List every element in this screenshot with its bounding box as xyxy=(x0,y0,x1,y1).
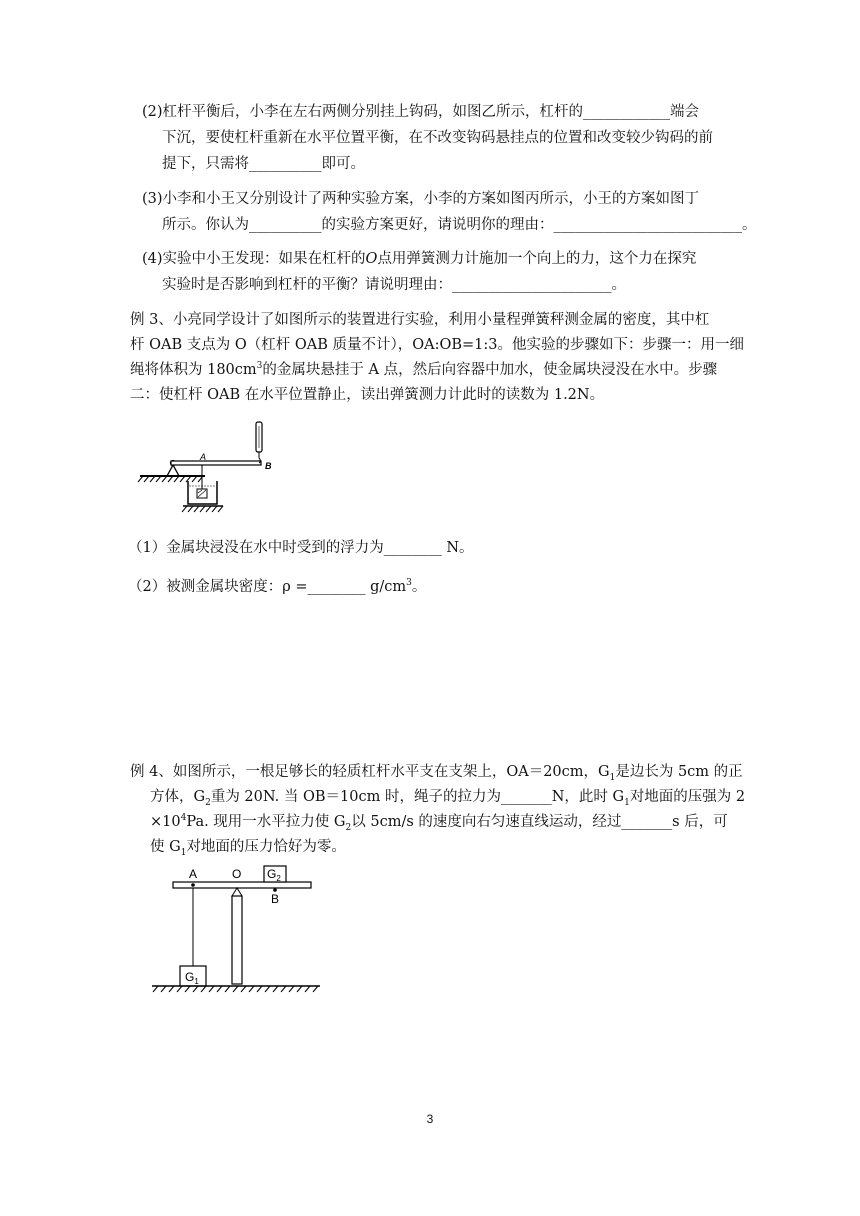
label-g1: $G_1$ xyxy=(185,970,199,986)
ex4-line2: 方体，$G_2$重为 20N. 当 OB＝10cm 时，绳子的拉力为_______N，此时 $G_1$对地面的压强为 2 xyxy=(150,789,746,808)
ex3-lever-figure xyxy=(135,418,285,518)
ex3-sub2: （2）被测金属块密度：ρ =________ $g/cm^3$。 xyxy=(128,578,427,595)
label-a: A xyxy=(200,452,207,462)
page-number: 3 xyxy=(426,1112,434,1126)
label-o: O xyxy=(232,867,242,881)
ex3-line3: 绳将体积为 $180cm^3$的金属块悬挂于 A 点，然后向容器中加水，使金属块浸没在水中。步骤 xyxy=(130,361,718,378)
ex3-line1: 例 3、小亮同学设计了如图所示的装置进行实验，利用小量程弹簧秤测金属的密度，其中杠 xyxy=(130,312,710,328)
ex4-line3: $\times 10^4Pa$. 现用一水平拉力使 $G_2$以 5cm/s 的速度向右匀速直线运动，经过_______s 后，可 xyxy=(150,813,728,833)
q2-line3: 提下，只需将__________即可。 xyxy=(162,156,365,172)
label-b: B xyxy=(265,461,272,471)
ex4-line4: 使 $G_1$对地面的压力恰好为零。 xyxy=(150,839,346,858)
q3-line2: 所示。你认为__________的实验方案更好，请说明你的理由：__________________________。 xyxy=(162,217,757,233)
ex3-line4: 二：使杠杆 OAB 在水平位置静止，读出弹簧测力计此时的读数为 1.2N。 xyxy=(130,387,605,403)
ex4-lever-figure xyxy=(148,862,328,997)
q2-line1: (2)杠杆平衡后，小李在左右两侧分别挂上钩码，如图乙所示，杠杆的____________端会 xyxy=(142,104,700,120)
q4-line1: (4)实验中小王发现：如果在杠杆的O点用弹簧测力计施加一个向上的力，这个力在探究 xyxy=(142,251,697,267)
label-b: B xyxy=(271,892,280,906)
ex3-line2: 杆 OAB 支点为 O（杠杆 OAB 质量不计），OA:OB=1:3。他实验的步骤如下：步骤一：用一细 xyxy=(130,337,744,353)
label-g2: $G_2$ xyxy=(267,867,281,883)
ex3-sub1: （1）金属块浸没在水中时受到的浮力为________ N。 xyxy=(128,540,474,556)
q4-line2: 实验时是否影响到杠杆的平衡？请说明理由：______________________。 xyxy=(162,277,626,293)
ex4-line1: 例 4、如图所示，一根足够长的轻质杠杆水平支在支架上，OA＝20cm，$G_1$是边长为 5cm 的正 xyxy=(130,764,743,783)
label-a: A xyxy=(189,867,198,881)
q3-line1: (3)小李和小王又分别设计了两种实验方案，小李的方案如图丙所示，小王的方案如图丁 xyxy=(142,191,700,207)
q2-line2: 下沉，要使杠杆重新在水平位置平衡，在不改变钩码悬挂点的位置和改变较少钩码的前 xyxy=(162,130,713,146)
